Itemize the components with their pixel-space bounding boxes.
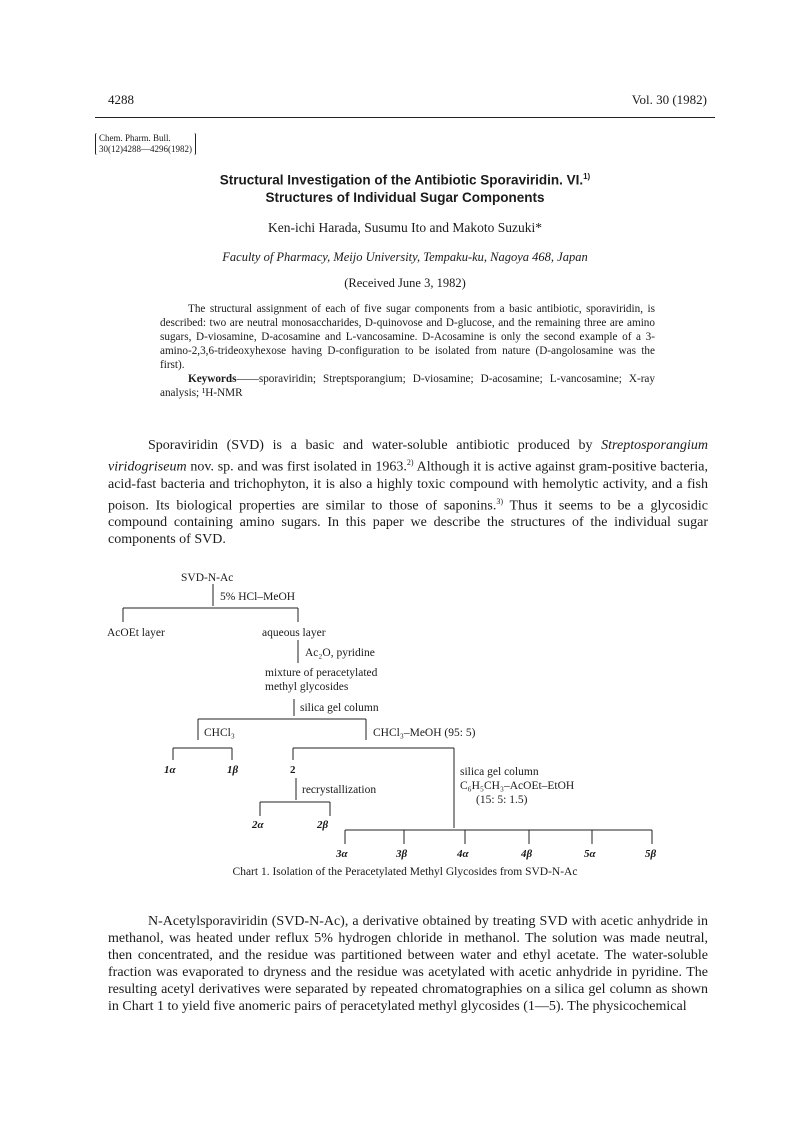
isolation-scheme (0, 560, 793, 885)
compound-4a: 4α (457, 848, 469, 860)
compound-5b: 5β (645, 848, 657, 860)
compound-5a: 5α (584, 848, 596, 860)
node-acoet-layer: AcOEt layer (107, 627, 165, 639)
compound-2b: 2β (317, 819, 329, 831)
methods-text: N-Acetylsporaviridin (SVD-N-Ac), a derivative obtained by treating SVD with acetic anhydride in methanol, was heated under reflux 5% hydrogen chloride in methanol. The solution was made neutral, then concentrated, and the residue was partitioned between water and ethyl acetate. The water-soluble fraction was evaporated to dryness and the residue was acetylated with acetic anhydride in pyridine. The resulting acetyl derivatives were separated by repeated chromatographies on a silica gel column as shown in Chart 1 to yield five anomeric pairs of peracetylated methyl glycosides (1—5). The physicochemical (108, 914, 708, 1014)
compound-3a: 3α (336, 848, 348, 860)
compound-2: 2 (290, 764, 296, 776)
title-footnote: 1) (583, 172, 591, 181)
journal-reference (95, 133, 196, 155)
ref-2: 2) (406, 458, 414, 467)
step-hcl-meoh: 5% HCl–MeOH (220, 591, 296, 603)
title-text: Structural Investigation of the Antibiotic Sporaviridin. VI. (219, 172, 584, 188)
intro-part2: nov. sp. and was first isolated in 1963. (186, 459, 407, 475)
compound-2a: 2α (252, 819, 264, 831)
eluent-chcl3-meoh: CHCl₃–MeOH (95: 5) (373, 727, 476, 739)
scheme-lines (0, 560, 793, 885)
journal-ref-line2: 30(12)4288—4296(1982) (99, 144, 192, 154)
intro-part3: Although it is active against gram-positive bacteria, acid-fast bacteria and trichophyton, it is also a highly toxic compound with hemolytic activity, and a fish poison. Its biological properties are similar to those of saponins. (108, 459, 709, 514)
compound-1a: 1α (164, 764, 176, 776)
intro-part4: Thus it seems to be a glycosidic compound containing amino sugars. In this paper we describe the structures of the individual sugar components of SVD. (108, 498, 708, 548)
step-silica-gel-column-2: silica gel column (460, 766, 539, 778)
affiliation: Faculty of Pharmacy, Meijo University, Tempaku-ku, Nagoya 468, Japan (222, 250, 588, 264)
header-rule (95, 117, 715, 118)
page-number: 4288 (108, 92, 134, 107)
authors: Ken-ichi Harada, Susumu Ito and Makoto Suzuki* (267, 220, 543, 235)
intro-paragraph (108, 437, 708, 548)
methods-paragraph (108, 913, 708, 1015)
step-ac2o-pyridine: Ac₂O, pyridine (305, 647, 375, 659)
eluent-chcl3: CHCl₃ (204, 727, 235, 739)
compound-4b: 4β (521, 848, 533, 860)
step-recrystallization: recrystallization (302, 784, 377, 796)
node-svd-n-ac: SVD-N-Ac (181, 572, 234, 584)
compound-3b: 3β (396, 848, 408, 860)
keywords-text: ——sporaviridin; Streptsporangium; D-viosamine; D-acosamine; L-vancosamine; X-ray analysis; ¹H-NMR (160, 373, 655, 399)
journal-ref-line1: Chem. Pharm. Bull. (99, 133, 171, 143)
volume-label: Vol. 30 (1982) (631, 92, 707, 107)
node-mixture-line2: methyl glycosides (265, 681, 349, 693)
compound-1b: 1β (227, 764, 239, 776)
keywords (160, 372, 655, 400)
article-title-line1 (95, 172, 715, 188)
ref-3: 3) (496, 496, 503, 506)
intro-text (108, 437, 708, 548)
eluent-toluene-acoet-etoh: C₆H₅CH₃–AcOEt–EtOH (460, 780, 575, 792)
node-aqueous-layer: aqueous layer (262, 627, 326, 639)
chart-caption: Chart 1. Isolation of the Peracetylated Methyl Glycosides from SVD-N-Ac (232, 866, 578, 878)
article-title-line2: Structures of Individual Sugar Components (265, 190, 545, 205)
step-silica-gel-column: silica gel column (300, 702, 379, 714)
node-mixture-line1: mixture of peracetylated (265, 667, 378, 679)
keywords-label: Keywords (188, 373, 237, 385)
intro-part1: Sporaviridin (SVD) is a basic and water-soluble antibiotic produced by (148, 438, 602, 453)
organism-name: Streptosporangium viridogriseum (108, 438, 708, 475)
abstract (160, 302, 655, 400)
received-date: (Received June 3, 1982) (344, 276, 466, 290)
eluent-ratio: (15: 5: 1.5) (476, 794, 528, 806)
abstract-text: The structural assignment of each of five sugar components from a basic antibiotic, sporaviridin, is described: two are neutral monosaccharides, D-quinovose and D-glucose, and the remaining three are amino sugars, D-viosamine, D-acosamine and L-vancosamine. D-Acosamine is only the second example of a 3-amino-2,3,6-trideoxyhexose having D-configuration to be isolated from nature (D-angolosamine was the first). (160, 303, 655, 371)
